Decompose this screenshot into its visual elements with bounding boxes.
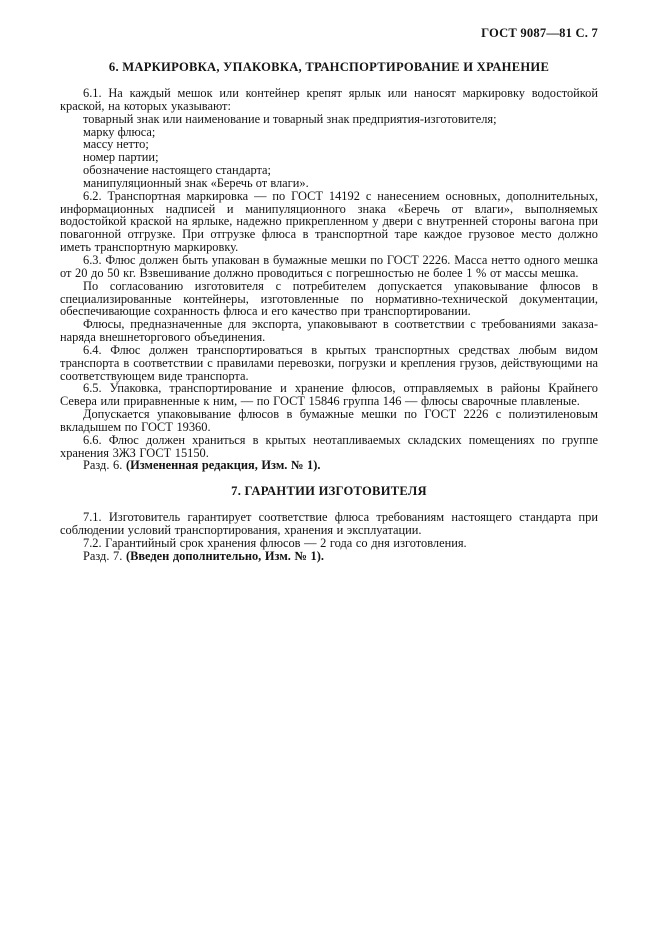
marking-list-item-batch-number: номер партии; <box>83 150 159 165</box>
paragraph-7-1: 7.1. Изготовитель гарантирует соответствие флюса требованиям настоящего стандарта при соблюдении условий транспортирования, хранения и эксплуатации. <box>60 510 598 538</box>
paragraph-6-2: 6.2. Транспортная маркировка — по ГОСТ 14192 с нанесением основных, дополнительных, информационных надписей и манипуляционного знака «Беречь от влаги», выполняемых водостойкой краской на ярлыке, надежно прикрепленном у двери с внутренней стороны вагона при повагонной отгрузке. При отгрузке флюса в транспортной таре каждое грузовое место должно иметь транспортную маркировку. <box>60 188 598 255</box>
paragraph-6-3-containers: По согласованию изготовителя с потребителем допускается упаковывание флюсов в специализированные контейнеры, изготовленные по нормативно-технической документации, обеспечивающие сохранность флюса и его качество при транспортировании. <box>60 278 598 319</box>
paragraph-6-5-liner: Допускается упаковывание флюсов в бумажные мешки по ГОСТ 2226 с полиэтиленовым вкладышем по ГОСТ 19360. <box>60 407 598 434</box>
paragraph-6-4: 6.4. Флюс должен транспортироваться в крытых транспортных средствах любым видом транспорта в соответствии с правилами перевозки, погрузки и крепления грузов, действующими на соответствующем виде транспорта. <box>60 342 598 383</box>
paragraph-7-2: 7.2. Гарантийный срок хранения флюсов — 2 года со дня изготовления. <box>83 536 467 550</box>
page-header: ГОСТ 9087—81 С. 7 <box>481 26 598 40</box>
section-7-revision-note <box>60 550 598 563</box>
section-7-title: 7. ГАРАНТИИ ИЗГОТОВИТЕЛЯ <box>231 484 427 499</box>
paragraph-6-1: 6.1. На каждый мешок или контейнер крепят ярлык или наносят маркировку водостойкой краской, на которых указывают: <box>60 86 598 113</box>
paragraph-6-3-export: Флюсы, предназначенные для экспорта, упаковывают в соответствии с требованиями заказа-наряда внешнеторгового объединения. <box>60 317 598 345</box>
section-6-revision-note <box>60 459 598 472</box>
paragraph-6-3: 6.3. Флюс должен быть упакован в бумажные мешки по ГОСТ 2226. Масса нетто одного мешка от 20 до 50 кг. Взвешивание должно проводиться с погрешностью не более 1 % от массы мешка. <box>60 252 598 280</box>
revision-note-bold-text: (Измененная редакция, Изм. № 1). <box>125 458 321 473</box>
marking-requirements-list <box>60 113 598 190</box>
marking-list-item-net-mass: массу нетто; <box>83 137 149 152</box>
revision-note-label: Разд. 6. <box>83 458 123 473</box>
marking-list-item-handling-sign: манипуляционный знак «Беречь от влаги». <box>83 175 309 190</box>
revision-note-label: Разд. 7. <box>83 548 123 563</box>
document-content <box>60 0 598 563</box>
paragraph-6-6: 6.6. Флюс должен храниться в крытых неотапливаемых складских помещениях по группе хранения 3ЖЗ ГОСТ 15150. <box>60 432 598 460</box>
marking-list-item-standard-designation: обозначение настоящего стандарта; <box>83 163 272 178</box>
marking-list-item-flux-grade: марку флюса; <box>83 124 156 139</box>
section-6-title: 6. МАРКИРОВКА, УПАКОВКА, ТРАНСПОРТИРОВАНИЕ И ХРАНЕНИЕ <box>108 60 550 74</box>
marking-list-item-trademark: товарный знак или наименование и товарный знак предприятия-изготовителя; <box>83 111 497 126</box>
paragraph-6-5: 6.5. Упаковка, транспортирование и хранение флюсов, отправляемых в районы Крайнего Севера или приравненные к ним, — по ГОСТ 15846 группа 146 — флюсы сварочные плавленые. <box>60 381 598 409</box>
revision-note-bold-text: (Введен дополнительно, Изм. № 1). <box>125 548 324 563</box>
